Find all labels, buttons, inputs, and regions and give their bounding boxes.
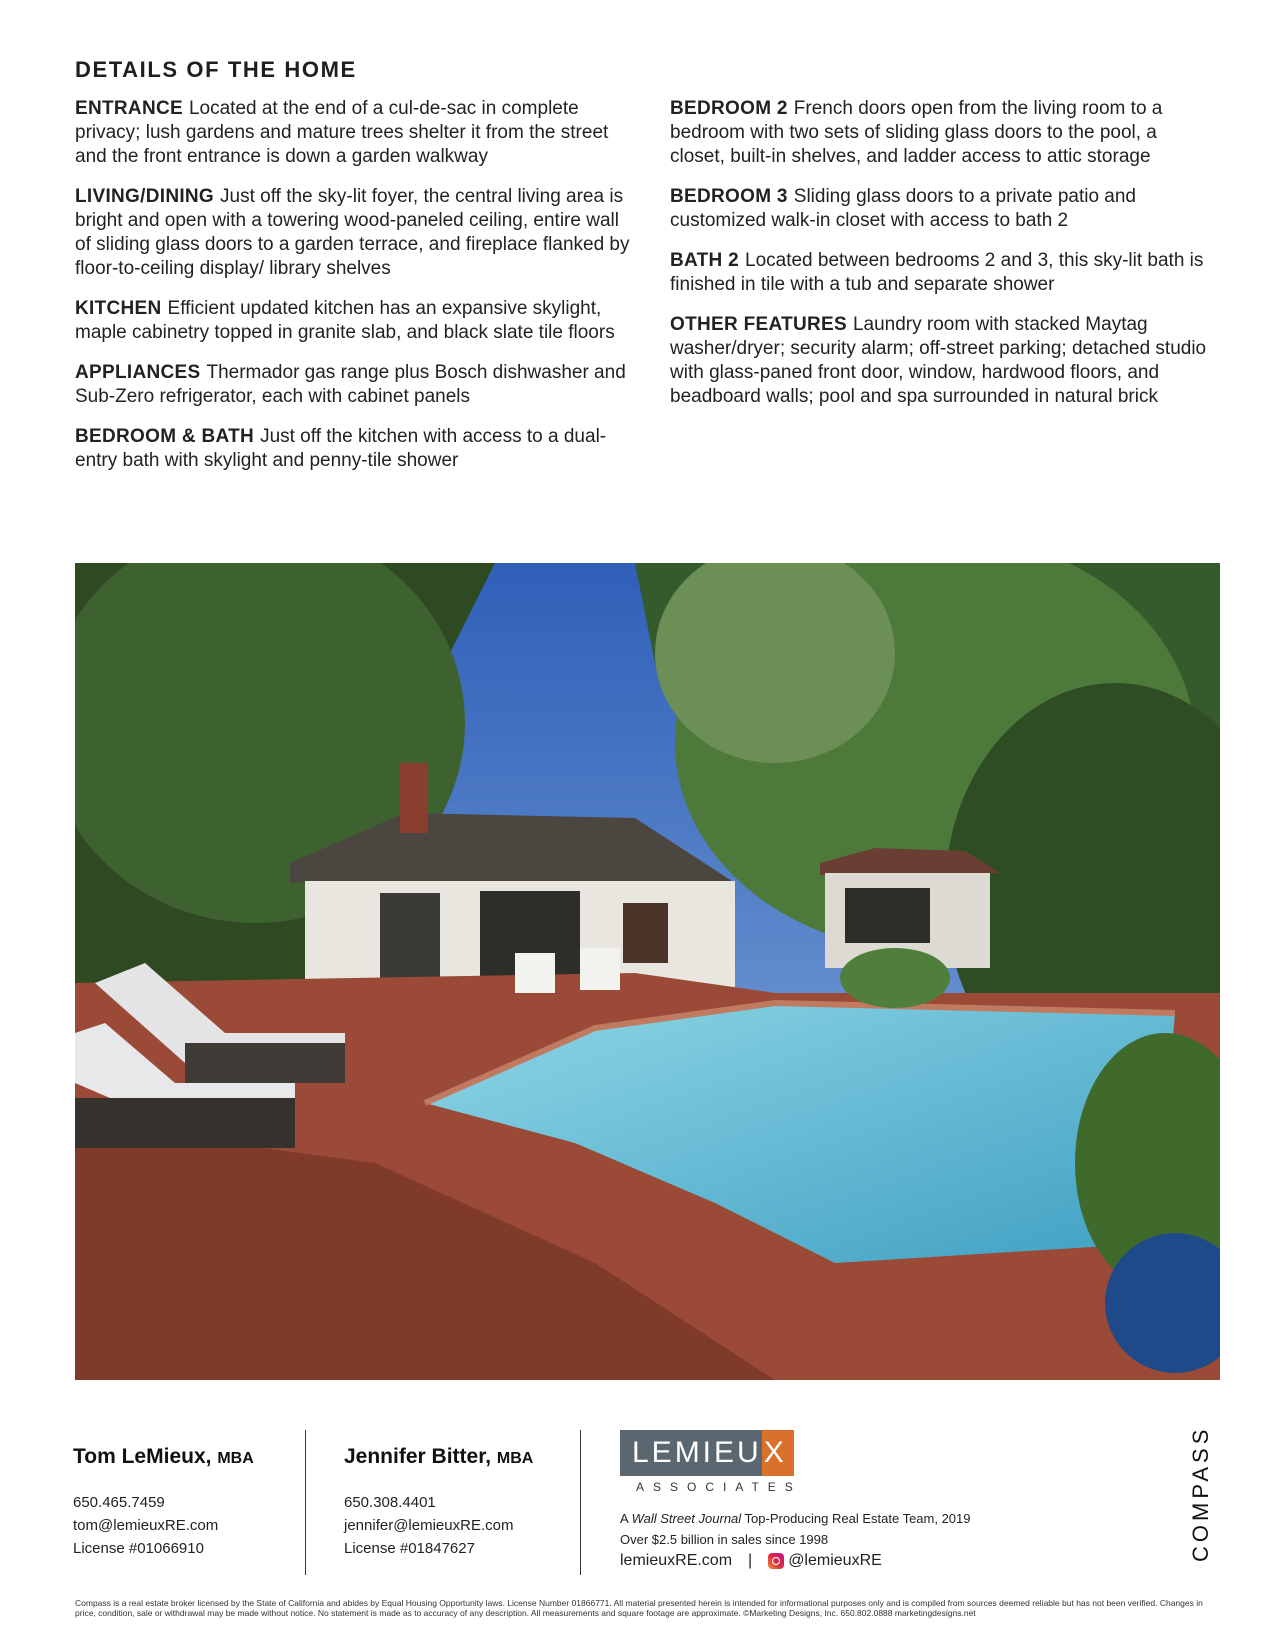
backyard-pool-photo [75,563,1220,1380]
details-right-column [670,97,1210,425]
backyard-pool-illustration [75,563,1220,1380]
instagram-icon [768,1553,784,1569]
separator: | [748,1552,753,1569]
detail-label: BEDROOM & BATH [75,426,255,447]
agent-phone[interactable]: 650.465.7459 [73,1494,165,1511]
detail-label: BEDROOM 2 [670,98,788,119]
detail-text: Efficient updated kitchen has an expansive skylight, maple cabinetry topped in granite slab, and black slate tile floors [75,298,615,343]
detail-text: French doors open from the living room to a bedroom with two sets of sliding glass doors to the pool, a closet, built-in shelves, and ladder access to attic storage [670,98,1163,167]
agent-license: License #01066910 [73,1540,204,1557]
divider [305,1430,306,1575]
tagline-sales: Over $2.5 billion in sales since 1998 [620,1532,829,1547]
compass-logo: COMPASS [1188,1425,1213,1562]
agent-name-text: Jennifer Bitter, [344,1445,492,1468]
detail-kitchen [75,297,635,345]
detail-entrance [75,97,635,169]
detail-other-features [670,313,1210,409]
logo-main-text: LEMIEU [620,1430,762,1476]
legal-disclaimer: Compass is a real estate broker licensed by the State of California and abides by Equal Housing Opportunity laws. License Number 01866771. All material presented herein is intended for informational purposes only and is compiled from sources deemed reliable but has not been verified. Changes in price, condition, sale or withdrawal may be made without notice. No statement is made as to accuracy of any description. All measurements and square footage are approximate. ©Marketing Designs, Inc. 650.802.0888 marketingdesigns.net [75,1598,1203,1618]
logo-x-mark: X [762,1430,794,1476]
agent-card-tom [73,1445,313,1560]
tagline [620,1508,971,1550]
detail-appliances [75,361,635,409]
detail-bedroom-3 [670,185,1210,233]
section-title: DETAILS OF THE HOME [75,57,357,82]
instagram-handle[interactable]: @lemieuxRE [788,1552,882,1569]
detail-text: Located at the end of a cul-de-sac in complete privacy; lush gardens and mature trees shelter it from the street and the front entrance is down a garden walkway [75,98,609,167]
detail-bath-2 [670,249,1210,297]
detail-living-dining [75,185,635,281]
detail-label: APPLIANCES [75,362,201,383]
agent-phone[interactable]: 650.308.4401 [344,1494,436,1511]
tagline-prefix: A [620,1511,632,1526]
agent-license: License #01847627 [344,1540,475,1557]
details-left-column [75,97,635,489]
agent-name [73,1445,313,1469]
detail-text: Sliding glass doors to a private patio and customized walk-in closet with access to bath 2 [670,186,1136,231]
agent-credential: MBA [217,1450,254,1467]
detail-text: Laundry room with stacked Maytag washer/dryer; security alarm; off-street parking; detached studio with glass-paned front door, window, hardwood floors, and beadboard walls; pool and spa surrounded in natural brick [670,314,1207,407]
divider [580,1430,581,1575]
agent-card-jennifer [344,1445,584,1560]
footer [0,1400,1275,1650]
detail-bedroom-2 [670,97,1210,169]
tagline-suffix: Top-Producing Real Estate Team, 2019 [741,1511,971,1526]
detail-text: Just off the kitchen with access to a dual-entry bath with skylight and penny-tile shower [75,426,607,471]
detail-label: LIVING/DINING [75,186,215,207]
detail-bedroom-bath [75,425,635,473]
detail-label: BEDROOM 3 [670,186,788,207]
agent-name-text: Tom LeMieux, [73,1445,212,1468]
detail-text: Located between bedrooms 2 and 3, this sky-lit bath is finished in tile with a tub and separate shower [670,250,1204,295]
lemieux-associates-logo [620,1430,825,1494]
contact-row [620,1552,882,1570]
logo-subtitle: ASSOCIATES [636,1480,802,1494]
agent-email[interactable]: tom@lemieuxRE.com [73,1517,219,1534]
detail-label: BATH 2 [670,250,740,271]
website-link[interactable]: lemieuxRE.com [620,1552,733,1569]
detail-label: KITCHEN [75,298,162,319]
agent-name [344,1445,584,1469]
detail-text: Just off the sky-lit foyer, the central living area is bright and open with a towering wood-paneled ceiling, entire wall of sliding glass doors to a garden terrace, and fireplace flanked by floor-to-ceiling display/ library shelves [75,186,630,279]
tagline-publication: Wall Street Journal [631,1511,742,1526]
detail-label: OTHER FEATURES [670,314,847,335]
agent-credential: MBA [496,1450,534,1467]
agent-email[interactable]: jennifer@lemieuxRE.com [344,1517,514,1534]
detail-label: ENTRANCE [75,98,183,119]
detail-text: Thermador gas range plus Bosch dishwasher and Sub-Zero refrigerator, each with cabinet panels [75,362,626,407]
